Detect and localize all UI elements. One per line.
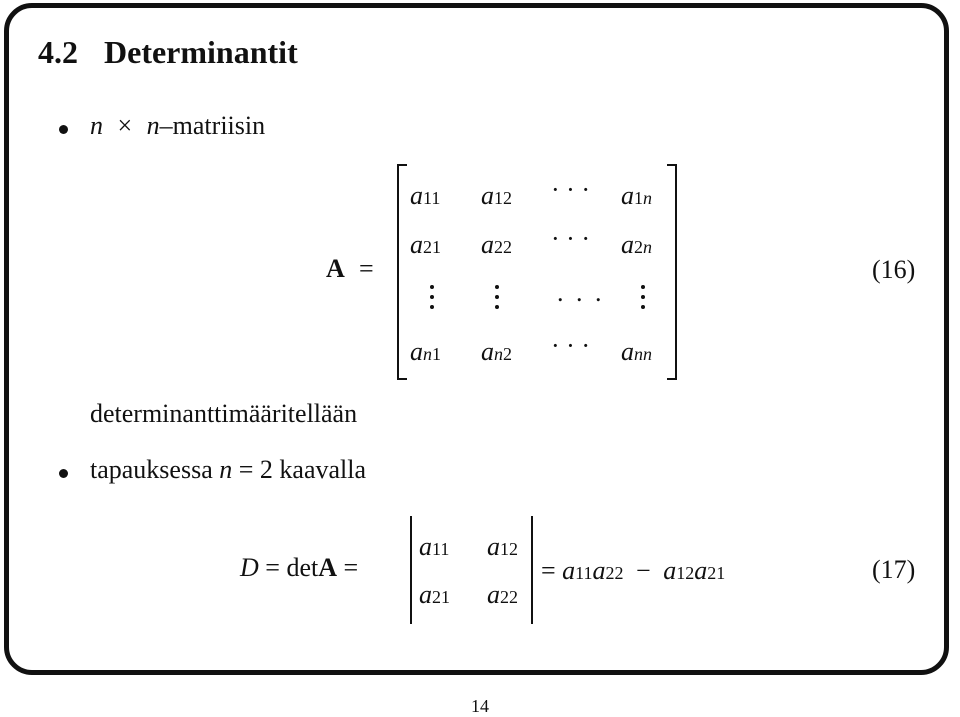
bullet-dot [59,469,68,478]
matrix-entry: a22 [481,230,512,259]
var-n: n [90,111,103,140]
matrix-vdots [495,285,499,315]
page-number: 14 [471,696,489,716]
equals-sign: = [238,455,254,484]
bullet-text: –matriisin [159,111,266,140]
matrix-ddots: . . . [557,278,605,307]
eq17-lhs [240,553,358,583]
matrix-entry: an2 [481,337,512,366]
matrix-entry: a12 [481,181,512,210]
var-n: n [146,111,160,140]
matrix-cdots: · · · [551,331,590,360]
equals-sign: = [541,556,556,585]
matrix-entry: a1n [621,181,652,210]
matrix-entry: a2n [621,230,652,259]
bullet-text: kaavalla [279,455,367,484]
det-bar-right [531,516,533,624]
minus-sign: − [636,556,651,585]
matrix-entry: a21 [410,230,441,259]
matrix-entry: a11 [410,181,441,210]
times-symbol: × [117,111,133,140]
bullet-nxn-matrix [90,111,265,141]
slide-title [38,34,298,71]
equals-sign: = [265,553,280,582]
matrix-entry: ann [621,337,652,366]
matrix-cdots: · · · [551,224,590,253]
det-entry: a21 [419,580,450,609]
equation-label-16: (16) [872,255,916,284]
det-bar-left [410,516,412,624]
equals-sign: = [343,553,359,582]
matrix-cdots: · · · [551,175,590,204]
det-entry: a12 [487,532,518,561]
bullet-dot [59,125,68,134]
bullet-text: tapauksessa [90,455,213,484]
matrix-symbol-A: A [318,553,337,582]
eq17-rhs: = a11a22 − a12a21 [541,556,726,585]
det-entry: a11 [419,532,450,561]
var-D: D [240,553,259,582]
determinant-text-line: determinanttimääritellään [90,399,358,428]
matrix-symbol-A: A [326,254,345,283]
matrix-entry: an1 [410,337,441,366]
det-operator: det [286,553,319,582]
equation-label-17: (17) [872,555,916,584]
slide-frame [4,3,949,675]
matrix-vdots [430,285,434,315]
number-two: 2 [259,455,273,484]
matrix-vdots [641,285,645,315]
det-entry: a22 [487,580,518,609]
var-n: n [219,455,233,484]
section-number: 4.2 [38,34,78,70]
left-bracket [397,164,407,380]
right-bracket [667,164,677,380]
equals-sign: = [359,254,374,283]
bullet-case-n2 [90,455,366,485]
section-title: Determinantit [104,34,298,70]
